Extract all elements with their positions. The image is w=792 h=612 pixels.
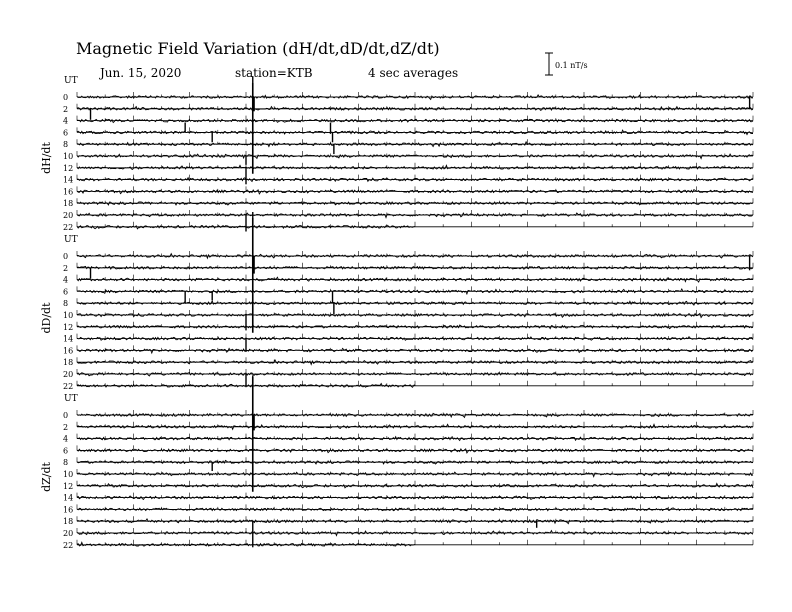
hour-label: 8 xyxy=(63,299,69,309)
panel-axis-label: dD/dt xyxy=(40,302,53,334)
date-label: Jun. 15, 2020 xyxy=(100,66,182,80)
hour-label: 10 xyxy=(63,470,74,479)
hour-label: 4 xyxy=(63,275,69,285)
scale-bar xyxy=(545,53,553,75)
averaging-label: 4 sec averages xyxy=(368,66,459,80)
panel-axis-label: dH/dt xyxy=(40,142,53,174)
hour-label: 20 xyxy=(63,211,74,220)
hour-label: 6 xyxy=(63,128,69,138)
hour-label: 4 xyxy=(63,116,69,126)
scale-label: 0.1 nT/s xyxy=(555,61,588,70)
hour-label: 22 xyxy=(63,222,74,232)
ut-label: UT xyxy=(64,76,78,86)
hour-label: 14 xyxy=(63,493,74,503)
hour-label: 12 xyxy=(63,322,74,332)
hour-label: 14 xyxy=(63,334,74,344)
hour-label: 18 xyxy=(63,199,74,209)
hour-label: 12 xyxy=(63,481,74,491)
hour-label: 18 xyxy=(63,517,74,527)
panel-dD-dt xyxy=(40,212,753,391)
hour-label: 2 xyxy=(63,422,69,432)
hour-label: 16 xyxy=(63,505,74,515)
hour-label: 2 xyxy=(63,104,69,114)
hour-label: 14 xyxy=(63,175,74,185)
hour-label: 18 xyxy=(63,358,74,368)
panel-axis-label: dZ/dt xyxy=(40,462,53,492)
chart-title: Magnetic Field Variation (dH/dt,dD/dt,dZ/dt) xyxy=(76,39,440,58)
hour-label: 10 xyxy=(63,311,74,320)
hour-label: 22 xyxy=(63,381,74,391)
hour-label: 8 xyxy=(63,140,69,150)
ut-label: UT xyxy=(64,235,78,245)
hour-label: 0 xyxy=(63,411,69,420)
hour-label: 4 xyxy=(63,434,69,444)
panels-group xyxy=(40,76,753,550)
hour-label: 10 xyxy=(63,152,74,161)
hour-label: 0 xyxy=(63,252,69,261)
hour-label: 16 xyxy=(63,346,74,356)
ut-label: UT xyxy=(64,394,78,404)
hour-label: 20 xyxy=(63,370,74,379)
hour-label: 2 xyxy=(63,263,69,273)
hour-label: 20 xyxy=(63,529,74,538)
hour-label: 6 xyxy=(63,446,69,456)
hour-label: 16 xyxy=(63,187,74,197)
hour-label: 12 xyxy=(63,163,74,173)
hour-label: 22 xyxy=(63,540,74,550)
station-label: station=KTB xyxy=(235,66,313,80)
panel-dZ-dt xyxy=(40,375,753,549)
panel-dH-dt xyxy=(40,76,753,232)
hour-label: 0 xyxy=(63,93,69,102)
hour-label: 8 xyxy=(63,458,69,468)
hour-label: 6 xyxy=(63,287,69,297)
